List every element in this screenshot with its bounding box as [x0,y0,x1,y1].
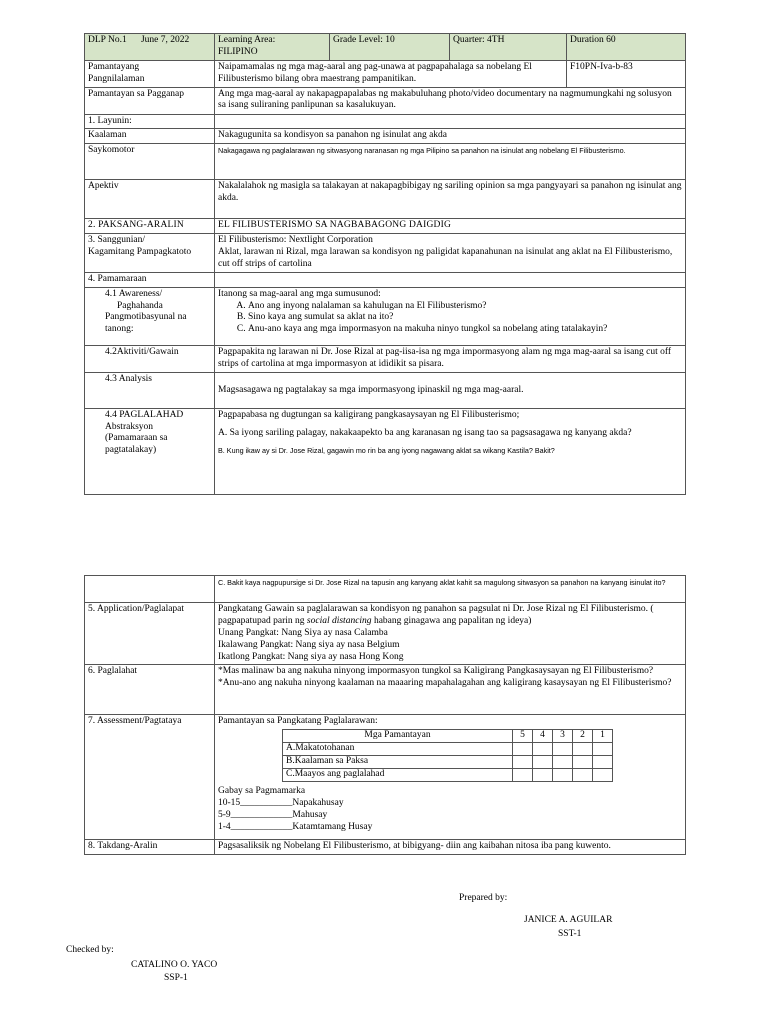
rubric-score-cell [593,769,613,782]
grading-scale-item: 10-15___________Napakahusay [218,798,344,809]
grading-scale-item: 1-4_____________Katamtamang Husay [218,821,373,832]
rubric-score-cell [553,769,573,782]
label-line: 4.4 PAGLALAHAD [105,409,184,420]
awareness-questions [218,301,682,337]
row-content [215,372,686,408]
rubric-score-cell [513,769,533,782]
rubric-score-cell [513,743,533,756]
row-label: 7. Assessment/Pagtataya [85,715,215,840]
row-label: 4.3 Analysis [85,372,215,408]
row-content [215,114,686,129]
application-row [85,603,686,665]
assessment-intro: Pamantayan sa Pangkatang Paglalarawan: [218,716,378,727]
rubric-score-cell [593,756,613,769]
row-content [215,715,686,840]
rubric-score-cell [513,756,533,769]
row-content: Nakagugunita sa kondisyon sa panahon ng isinulat ang akda [215,129,686,144]
awareness-row [85,287,686,345]
rubric-score-header: 5 [513,730,533,743]
row-label: 5. Application/Paglalapat [85,603,215,665]
label-line: Pangnilalaman [88,73,145,84]
paglalahad-text: Pagpapabasa ng dugtungan sa kaligirang pangkasaysayan ng El Filibusterismo; [218,409,520,420]
rubric-score-cell [573,769,593,782]
row-label: Saykomotor [85,144,215,180]
row-content [215,603,686,665]
question-c: C. Bakit kaya nagpupursige si Dr. Jose Rizal na tapusin ang kanyang aklat kahit sa magulong sitwasyon sa panahon na kanyang isinulat ito? [215,576,686,603]
label-line: 3. Sanggunian/ [88,235,145,246]
label-line: (Pamamaraan sa [105,433,168,444]
question-item: C. Anu-ano kaya ang mga impormasyon na makuha ninyo tungkol sa nobelang ating tatalakayin? [248,324,682,336]
rubric-criterion: A.Makatotohanan [283,743,513,756]
paglalahat-question: *Mas malinaw ba ang nakuha ninyong impormasyon tungkol sa Kaligirang Pangkasaysayan ng El Filibusterismo? [218,666,654,677]
label-line: Pangmotibasyunal na [105,312,187,323]
row-label [85,576,215,603]
row-label: Pamantayan sa Pagganap [85,87,215,114]
rubric-score-cell [593,743,613,756]
layunin-row [85,114,686,129]
rubric-table [282,729,613,782]
row-content [215,272,686,287]
rubric-score-cell [573,743,593,756]
row-label [85,408,215,494]
application-text-part: habang ginagawa ang papalitan ng ideya) [371,615,532,626]
checker-title: SSP-1 [164,973,188,983]
duration-cell: Duration 60 [567,34,686,61]
dlp-table-page-1 [84,33,686,495]
row-content: Nakalalahok ng masigla sa talakayan at nakapagbibigay ng sariling opinion sa mga pangyayari sa panahon ng isinulat ang akda. [215,180,686,219]
takdang-aralin-row [85,840,686,855]
dlp-cell [85,34,215,61]
paglalahat-row [85,665,686,715]
assessment-row [85,715,686,840]
rubric-header: Mga Pamantayan [283,730,513,743]
rubric-row [283,769,613,782]
row-content: Ang mga mag-aaral ay nakapagpapalabas ng makabuluhang photo/video documentary na nagmumungkahi ng solusyon sa isang suliraning panlipunan sa kasalukuyan. [215,87,686,114]
row-content [215,665,686,715]
row-content [215,408,686,494]
row-content: Pagsasaliksik ng Nobelang El Filibusterismo, at bibigyang- diin ang kaibahan nitosa iba pang kuwento. [215,840,686,855]
row-label: Kaalaman [85,129,215,144]
row-content: Naipamamalas ng mga mag-aaral ang pag-unawa at pagpapahalaga sa nobelang El Filibusterismo bilang obra maestrang pampanitikan. [215,60,567,87]
row-label: 1. Layunin: [85,114,215,129]
group-item: Ikalawang Pangkat: Nang siya ay nasa Belgium [218,639,400,650]
paglalahad-row [85,408,686,494]
quarter-cell: Quarter: 4TH [450,34,567,61]
checker-name: CATALINO O. YACO [131,960,218,970]
row-label: 4. Pamamaraan [85,272,215,287]
materials-line: Aklat, larawan ni Rizal, mga larawan sa kondisyon ng paligidat kapanahunan na isinulat ang aklat na El Filibusterismo, cut off strips of cartolina [218,247,673,269]
question-item: B. Sino kaya ang sumulat sa aklat na ito? [248,312,682,324]
preparer-title: SST-1 [558,929,582,939]
row-label: 8. Takdang-Aralin [85,840,215,855]
kaalaman-row [85,129,686,144]
grade-level-cell: Grade Level: 10 [330,34,450,61]
learning-area-cell [215,34,330,61]
row-label [85,287,215,345]
rubric-score-header: 3 [553,730,573,743]
row-content [215,287,686,345]
rubric-header-row [283,730,613,743]
rubric-criterion: B.Kaalaman sa Paksa [283,756,513,769]
dlp-number: DLP No.1 [88,35,127,45]
dlp-table-page-2 [84,575,686,855]
pamamaraan-row [85,272,686,287]
apektiv-row [85,180,686,219]
preparer-name: JANICE A. AGUILAR [524,915,613,925]
pagganap-row [85,87,686,114]
application-text-part: Pangkatang Gawain sa paglalarawan sa kondisyon ng panahon sa pagsulat ni Dr. Jose Rizal ng El Filibusterismo. ( pagpapatupad parin ng [218,604,654,626]
pamantayang-row [85,60,686,87]
question-b: B. Kung ikaw ay si Dr. Jose Rizal, gagawin mo rin ba ang iyong nagawang aklat sa wikang Kastila? Bakit? [218,446,555,456]
row-label [85,234,215,273]
row-content: Nakagagawa ng paglalarawan ng sitwasyong naranasan ng mga Pilipino sa panahon na isinulat ang nobelang El Filibusterismo. [215,144,686,180]
label-line: pagtatalakay) [105,445,157,456]
label-line: Pamantayang [88,61,140,72]
label-line: Kagamitang Pampagkatoto [88,247,192,257]
learning-area-label: Learning Area: [218,35,276,45]
row-label: 4.2Aktiviti/Gawain [85,345,215,372]
rubric-score-cell [533,769,553,782]
rubric-score-cell [533,756,553,769]
row-content: Pagpapakita ng larawan ni Dr. Jose Rizal at pag-iisa-isa ng mga impormasyong alam ng mga mag-aaral sa isang cut off strips of cartolina at mga impormasyon at ididikit sa pisara. [215,345,686,372]
rubric-score-header: 2 [573,730,593,743]
learning-area-value: FILIPINO [218,46,258,57]
row-label [85,60,215,87]
row-label: 6. Paglalahat [85,665,215,715]
lesson-date: June 7, 2022 [140,35,190,45]
label-line: Abstraksyon [105,421,154,432]
group-item: Unang Pangkat: Nang Siya ay nasa Calamba [218,627,388,638]
awareness-intro: Itanong sa mag-aaral ang mga sumusunod: [218,288,381,299]
paksa-row [85,219,686,234]
rubric-score-header: 4 [533,730,553,743]
question-item: A. Ano ang inyong nalalaman sa kahulugan na El Filibusterismo? [248,301,682,313]
rubric-score-cell [553,743,573,756]
checked-by-label: Checked by: [66,945,114,955]
label-line: 4.1 Awareness/ [105,288,163,299]
row-label: Apektiv [85,180,215,219]
competency-code: F10PN-Iva-b-83 [567,60,686,87]
row-content [215,234,686,273]
aktiviti-row [85,345,686,372]
grading-guide-label: Gabay sa Pagmamarka [218,786,306,797]
group-item: Ikatlong Pangkat: Nang siya ay nasa Hong Kong [218,651,404,662]
analysis-row [85,372,686,408]
label-line: Paghahanda [117,300,163,311]
rubric-row [283,743,613,756]
label-line: tanong: [105,324,134,335]
application-emphasis: social distancing [306,615,372,626]
grading-scale-item: 5-9_____________Mahusay [218,810,328,820]
header-row [85,34,686,61]
sanggunian-row [85,234,686,273]
paglalahat-question: *Anu-ano ang nakuha ninyong kaalaman na maaaring mapahalagahan ang kaligirang kasaysayan ng El Filibusterismo? [218,678,672,689]
rubric-score-cell [553,756,573,769]
rubric-row [283,756,613,769]
saykomotor-row [85,144,686,180]
row-content: EL FILIBUSTERISMO SA NAGBABAGONG DAIGDIG [215,219,686,234]
row-label: 2. PAKSANG-ARALIN [85,219,215,234]
paglalahad-continued-row [85,576,686,603]
prepared-by-label: Prepared by: [459,893,508,903]
analysis-text: Magsasagawa ng pagtalakay sa mga impormasyong ipinaskil ng mga mag-aaral. [218,384,524,395]
rubric-criterion: C.Maayos ang paglalahad [283,769,513,782]
question-a: A. Sa iyong sariling palagay, nakakaapekto ba ang karanasan ng isang tao sa pagsasagawa ng kanyang akda? [218,427,632,438]
rubric-score-header: 1 [593,730,613,743]
reference-line: El Filibusterismo: Nextlight Corporation [218,235,373,246]
rubric-score-cell [533,743,553,756]
rubric-score-cell [573,756,593,769]
application-text [218,604,682,628]
